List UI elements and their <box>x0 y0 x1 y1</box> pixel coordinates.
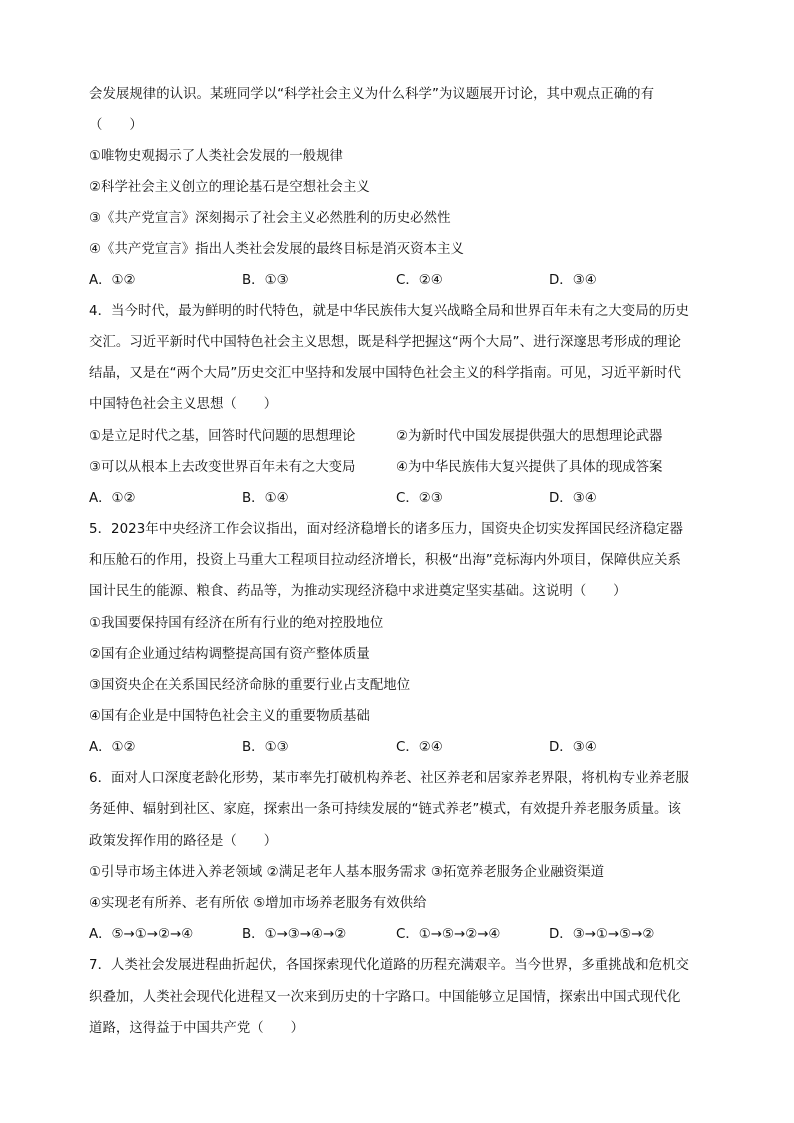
q4-statement-4: ④为中华民族伟大复兴提供了具体的现成答案 <box>396 460 663 475</box>
q4-stem-line-1: 4．当今时代，最为鲜明的时代特色，就是中华民族伟大复兴战略全局和世界百年未有之大变局的历史 <box>89 304 689 319</box>
q5-statement-4: ④国有企业是中国特色社会主义的重要物质基础 <box>89 709 370 724</box>
q6-option-a[interactable]: A．⑤→①→②→④ <box>89 927 194 942</box>
q5-statement-3: ③国资央企在关系国民经济命脉的重要行业占支配地位 <box>89 678 411 693</box>
q3-stem-line-1: 会发展规律的认识。某班同学以“科学社会主义为什么科学”为议题展开讨论，其中观点正确的有 <box>89 87 655 102</box>
q5-option-c[interactable]: C．②④ <box>396 740 443 755</box>
q3-option-a[interactable]: A．①② <box>89 273 136 288</box>
q5-option-a[interactable]: A．①② <box>89 740 136 755</box>
q3-statement-4: ④《共产党宣言》指出人类社会发展的最终目标是消灭资本主义 <box>89 242 464 257</box>
q5-stem-line-2: 和压舱石的作用，投资上马重大工程项目拉动经济增长，积极“出海”竞标海内外项目，保障供应关系 <box>89 553 681 568</box>
q6-stem-line-2: 务延伸、辐射到社区、家庭，探索出一条可持续发展的“链式养老”模式，有效提升养老服务质量。该 <box>89 802 681 817</box>
q5-stem-line-1: 5．2023年中央经济工作会议指出，面对经济稳增长的诸多压力，国资央企切实发挥国民经济稳定器 <box>89 522 683 537</box>
q4-stem-line-4: 中国特色社会主义思想（ ） <box>89 397 278 412</box>
q4-statement-1: ①是立足时代之基，回答时代问题的思想理论 <box>89 429 356 444</box>
q6-stem-line-3: 政策发挥作用的路径是（ ） <box>89 834 278 849</box>
q6-option-b[interactable]: B．①→③→④→② <box>242 927 347 942</box>
q6-statements-row-2: ④实现老有所养、老有所依 ⑤增加市场养老服务有效供给 <box>89 896 427 911</box>
q4-option-a[interactable]: A．①② <box>89 491 136 506</box>
q4-option-d[interactable]: D．③④ <box>549 491 597 506</box>
q5-statement-2: ②国有企业通过结构调整提高国有资产整体质量 <box>89 647 370 662</box>
q5-option-b[interactable]: B．①③ <box>242 740 289 755</box>
q5-option-d[interactable]: D．③④ <box>549 740 597 755</box>
q6-statements-row-1: ①引导市场主体进入养老领域 ②满足老年人基本服务需求 ③拓宽养老服务企业融资渠道 <box>89 865 605 880</box>
q4-stem-line-2: 交汇。习近平新时代中国特色社会主义思想，既是科学把握这“两个大局”、进行深邃思考形成的理论 <box>89 335 681 350</box>
q4-stem-line-3: 结晶，又是在“两个大局”历史交汇中坚持和发展中国特色社会主义的科学指南。可见，习近平新时代 <box>89 366 681 381</box>
q4-option-b[interactable]: B．①④ <box>242 491 289 506</box>
q3-stem-line-2: （ ） <box>89 118 143 133</box>
q4-statement-2: ②为新时代中国发展提供强大的思想理论武器 <box>396 429 663 444</box>
q3-option-b[interactable]: B．①③ <box>242 273 289 288</box>
q6-stem-line-1: 6．面对人口深度老龄化形势，某市率先打破机构养老、社区养老和居家养老界限，将机构专业养老服 <box>89 771 689 786</box>
q7-stem-line-1: 7．人类社会发展进程曲折起伏，各国探索现代化道路的历程充满艰辛。当今世界，多重挑战和危机交 <box>89 958 689 973</box>
q7-stem-line-3: 道路，这得益于中国共产党（ ） <box>89 1021 305 1036</box>
q5-stem-line-3: 国计民生的能源、粮食、药品等，为推动实现经济稳中求进奠定坚实基础。这说明（ ） <box>89 584 627 599</box>
q3-option-c[interactable]: C．②④ <box>396 273 443 288</box>
q4-option-c[interactable]: C．②③ <box>396 491 443 506</box>
q7-stem-line-2: 织叠加，人类社会现代化进程又一次来到历史的十字路口。中国能够立足国情，探索出中国式现代化 <box>89 990 681 1005</box>
q3-statement-1: ①唯物史观揭示了人类社会发展的一般规律 <box>89 149 343 164</box>
q3-option-d[interactable]: D．③④ <box>549 273 597 288</box>
q5-statement-1: ①我国要保持国有经济在所有行业的绝对控股地位 <box>89 616 384 631</box>
q6-option-c[interactable]: C．①→⑤→②→④ <box>396 927 501 942</box>
q6-option-d[interactable]: D．③→①→⑤→② <box>549 927 655 942</box>
q4-statement-3: ③可以从根本上去改变世界百年未有之大变局 <box>89 460 356 475</box>
q3-statement-2: ②科学社会主义创立的理论基石是空想社会主义 <box>89 180 370 195</box>
q3-statement-3: ③《共产党宣言》深刻揭示了社会主义必然胜利的历史必然性 <box>89 211 451 226</box>
